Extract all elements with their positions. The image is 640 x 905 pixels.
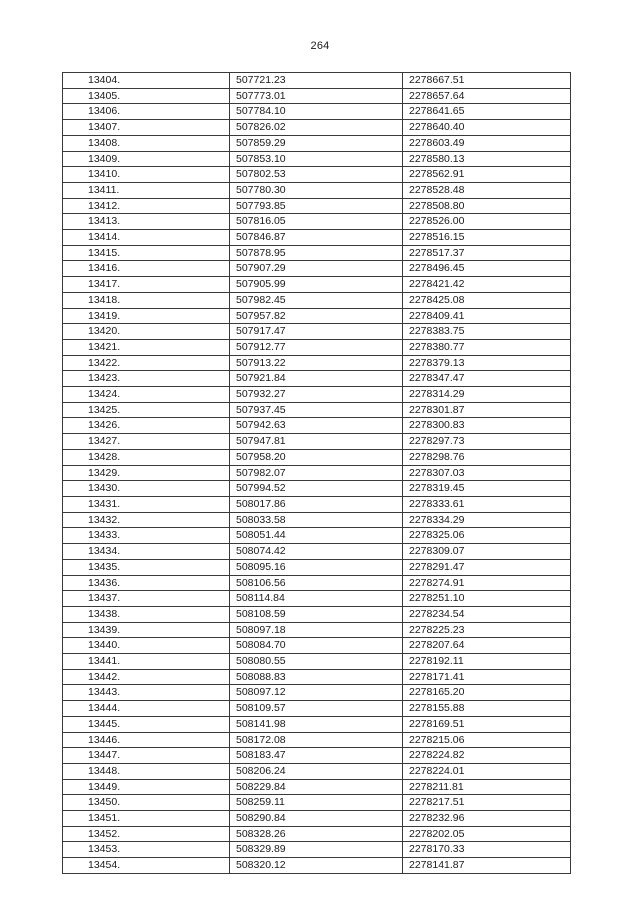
point-number-cell: 13418. — [63, 292, 230, 308]
y-coordinate-cell: 2278526.00 — [403, 214, 571, 230]
x-coordinate-cell: 507982.07 — [230, 465, 403, 481]
table-row — [63, 575, 571, 591]
x-coordinate-cell: 508206.24 — [230, 763, 403, 779]
table-row — [63, 135, 571, 151]
y-coordinate-cell: 2278640.40 — [403, 120, 571, 136]
table-row — [63, 669, 571, 685]
x-coordinate-cell: 507853.10 — [230, 151, 403, 167]
point-number-cell: 13434. — [63, 544, 230, 560]
point-number-cell: 13421. — [63, 339, 230, 355]
point-number-cell: 13452. — [63, 826, 230, 842]
x-coordinate-cell: 507816.05 — [230, 214, 403, 230]
y-coordinate-cell: 2278141.87 — [403, 858, 571, 874]
table-row — [63, 512, 571, 528]
point-number-cell: 13415. — [63, 245, 230, 261]
y-coordinate-cell: 2278169.51 — [403, 716, 571, 732]
table-row — [63, 308, 571, 324]
point-number-cell: 13439. — [63, 622, 230, 638]
x-coordinate-cell: 507721.23 — [230, 73, 403, 89]
x-coordinate-cell: 507957.82 — [230, 308, 403, 324]
y-coordinate-cell: 2278224.82 — [403, 748, 571, 764]
y-coordinate-cell: 2278202.05 — [403, 826, 571, 842]
y-coordinate-cell: 2278562.91 — [403, 167, 571, 183]
table-row — [63, 544, 571, 560]
x-coordinate-cell: 508109.57 — [230, 701, 403, 717]
table-row — [63, 167, 571, 183]
x-coordinate-cell: 507937.45 — [230, 402, 403, 418]
x-coordinate-cell: 507913.22 — [230, 355, 403, 371]
x-coordinate-cell: 508141.98 — [230, 716, 403, 732]
y-coordinate-cell: 2278383.75 — [403, 324, 571, 340]
y-coordinate-cell: 2278301.87 — [403, 402, 571, 418]
point-number-cell: 13437. — [63, 591, 230, 607]
y-coordinate-cell: 2278603.49 — [403, 135, 571, 151]
x-coordinate-cell: 507802.53 — [230, 167, 403, 183]
point-number-cell: 13406. — [63, 104, 230, 120]
table-row — [63, 245, 571, 261]
y-coordinate-cell: 2278309.07 — [403, 544, 571, 560]
table-row — [63, 559, 571, 575]
x-coordinate-cell: 508320.12 — [230, 858, 403, 874]
y-coordinate-cell: 2278291.47 — [403, 559, 571, 575]
y-coordinate-cell: 2278207.64 — [403, 638, 571, 654]
table-row — [63, 685, 571, 701]
point-number-cell: 13442. — [63, 669, 230, 685]
y-coordinate-cell: 2278274.91 — [403, 575, 571, 591]
point-number-cell: 13417. — [63, 277, 230, 293]
table-row — [63, 795, 571, 811]
x-coordinate-cell: 508108.59 — [230, 606, 403, 622]
page-number: 264 — [310, 40, 330, 52]
table-row — [63, 528, 571, 544]
table-row — [63, 763, 571, 779]
point-number-cell: 13429. — [63, 465, 230, 481]
y-coordinate-cell: 2278319.45 — [403, 481, 571, 497]
point-number-cell: 13424. — [63, 387, 230, 403]
table-row — [63, 622, 571, 638]
y-coordinate-cell: 2278425.08 — [403, 292, 571, 308]
x-coordinate-cell: 508033.58 — [230, 512, 403, 528]
point-number-cell: 13440. — [63, 638, 230, 654]
x-coordinate-cell: 508290.84 — [230, 811, 403, 827]
x-coordinate-cell: 507878.95 — [230, 245, 403, 261]
x-coordinate-cell: 508259.11 — [230, 795, 403, 811]
point-number-cell: 13447. — [63, 748, 230, 764]
table-row — [63, 151, 571, 167]
x-coordinate-cell: 507846.87 — [230, 230, 403, 246]
x-coordinate-cell: 508097.12 — [230, 685, 403, 701]
y-coordinate-cell: 2278325.06 — [403, 528, 571, 544]
y-coordinate-cell: 2278314.29 — [403, 387, 571, 403]
x-coordinate-cell: 508095.16 — [230, 559, 403, 575]
table-row — [63, 73, 571, 89]
x-coordinate-cell: 507958.20 — [230, 449, 403, 465]
table-row — [63, 434, 571, 450]
table-row — [63, 779, 571, 795]
y-coordinate-cell: 2278580.13 — [403, 151, 571, 167]
point-number-cell: 13438. — [63, 606, 230, 622]
x-coordinate-cell: 508097.18 — [230, 622, 403, 638]
table-row — [63, 591, 571, 607]
table-row — [63, 732, 571, 748]
x-coordinate-cell: 507780.30 — [230, 182, 403, 198]
point-number-cell: 13405. — [63, 88, 230, 104]
point-number-cell: 13416. — [63, 261, 230, 277]
point-number-cell: 13428. — [63, 449, 230, 465]
point-number-cell: 13444. — [63, 701, 230, 717]
table-row — [63, 355, 571, 371]
point-number-cell: 13451. — [63, 811, 230, 827]
table-row — [63, 387, 571, 403]
point-number-cell: 13441. — [63, 654, 230, 670]
y-coordinate-cell: 2278225.23 — [403, 622, 571, 638]
point-number-cell: 13404. — [63, 73, 230, 89]
table-row — [63, 481, 571, 497]
x-coordinate-cell: 507982.45 — [230, 292, 403, 308]
point-number-cell: 13432. — [63, 512, 230, 528]
y-coordinate-cell: 2278215.06 — [403, 732, 571, 748]
x-coordinate-cell: 507942.63 — [230, 418, 403, 434]
x-coordinate-cell: 508114.84 — [230, 591, 403, 607]
y-coordinate-cell: 2278347.47 — [403, 371, 571, 387]
point-number-cell: 13426. — [63, 418, 230, 434]
point-number-cell: 13413. — [63, 214, 230, 230]
point-number-cell: 13453. — [63, 842, 230, 858]
x-coordinate-cell: 507921.84 — [230, 371, 403, 387]
y-coordinate-cell: 2278421.42 — [403, 277, 571, 293]
y-coordinate-cell: 2278307.03 — [403, 465, 571, 481]
point-number-cell: 13450. — [63, 795, 230, 811]
y-coordinate-cell: 2278333.61 — [403, 496, 571, 512]
x-coordinate-cell: 508172.08 — [230, 732, 403, 748]
x-coordinate-cell: 508328.26 — [230, 826, 403, 842]
point-number-cell: 13436. — [63, 575, 230, 591]
x-coordinate-cell: 507932.27 — [230, 387, 403, 403]
y-coordinate-cell: 2278516.15 — [403, 230, 571, 246]
y-coordinate-cell: 2278155.88 — [403, 701, 571, 717]
table-row — [63, 826, 571, 842]
point-number-cell: 13422. — [63, 355, 230, 371]
table-row — [63, 230, 571, 246]
table-row — [63, 198, 571, 214]
coordinate-table — [62, 72, 571, 874]
x-coordinate-cell: 507947.81 — [230, 434, 403, 450]
x-coordinate-cell: 508074.42 — [230, 544, 403, 560]
x-coordinate-cell: 508017.86 — [230, 496, 403, 512]
table-row — [63, 339, 571, 355]
x-coordinate-cell: 507859.29 — [230, 135, 403, 151]
y-coordinate-cell: 2278217.51 — [403, 795, 571, 811]
x-coordinate-cell: 508084.70 — [230, 638, 403, 654]
point-number-cell: 13454. — [63, 858, 230, 874]
table-row — [63, 811, 571, 827]
y-coordinate-cell: 2278224.01 — [403, 763, 571, 779]
table-row — [63, 324, 571, 340]
table-row — [63, 496, 571, 512]
y-coordinate-cell: 2278251.10 — [403, 591, 571, 607]
point-number-cell: 13443. — [63, 685, 230, 701]
x-coordinate-cell: 507994.52 — [230, 481, 403, 497]
point-number-cell: 13445. — [63, 716, 230, 732]
y-coordinate-cell: 2278496.45 — [403, 261, 571, 277]
x-coordinate-cell: 508106.56 — [230, 575, 403, 591]
x-coordinate-cell: 507793.85 — [230, 198, 403, 214]
x-coordinate-cell: 508080.55 — [230, 654, 403, 670]
point-number-cell: 13410. — [63, 167, 230, 183]
y-coordinate-cell: 2278171.41 — [403, 669, 571, 685]
point-number-cell: 13446. — [63, 732, 230, 748]
point-number-cell: 13407. — [63, 120, 230, 136]
x-coordinate-cell: 507905.99 — [230, 277, 403, 293]
x-coordinate-cell: 508088.83 — [230, 669, 403, 685]
x-coordinate-cell: 507917.47 — [230, 324, 403, 340]
table-row — [63, 277, 571, 293]
y-coordinate-cell: 2278170.33 — [403, 842, 571, 858]
table-row — [63, 182, 571, 198]
y-coordinate-cell: 2278380.77 — [403, 339, 571, 355]
table-row — [63, 418, 571, 434]
table-row — [63, 88, 571, 104]
y-coordinate-cell: 2278232.96 — [403, 811, 571, 827]
x-coordinate-cell: 507826.02 — [230, 120, 403, 136]
x-coordinate-cell: 508051.44 — [230, 528, 403, 544]
y-coordinate-cell: 2278192.11 — [403, 654, 571, 670]
point-number-cell: 13414. — [63, 230, 230, 246]
table-row — [63, 371, 571, 387]
table-row — [63, 261, 571, 277]
x-coordinate-cell: 508329.89 — [230, 842, 403, 858]
y-coordinate-cell: 2278334.29 — [403, 512, 571, 528]
point-number-cell: 13425. — [63, 402, 230, 418]
y-coordinate-cell: 2278667.51 — [403, 73, 571, 89]
point-number-cell: 13412. — [63, 198, 230, 214]
y-coordinate-cell: 2278528.48 — [403, 182, 571, 198]
y-coordinate-cell: 2278517.37 — [403, 245, 571, 261]
point-number-cell: 13431. — [63, 496, 230, 512]
x-coordinate-cell: 508229.84 — [230, 779, 403, 795]
y-coordinate-cell: 2278409.41 — [403, 308, 571, 324]
y-coordinate-cell: 2278300.83 — [403, 418, 571, 434]
y-coordinate-cell: 2278641.65 — [403, 104, 571, 120]
x-coordinate-cell: 507784.10 — [230, 104, 403, 120]
table-row — [63, 402, 571, 418]
point-number-cell: 13423. — [63, 371, 230, 387]
table-row — [63, 858, 571, 874]
y-coordinate-cell: 2278657.64 — [403, 88, 571, 104]
point-number-cell: 13408. — [63, 135, 230, 151]
table-row — [63, 104, 571, 120]
y-coordinate-cell: 2278211.81 — [403, 779, 571, 795]
point-number-cell: 13427. — [63, 434, 230, 450]
point-number-cell: 13433. — [63, 528, 230, 544]
y-coordinate-cell: 2278165.20 — [403, 685, 571, 701]
point-number-cell: 13449. — [63, 779, 230, 795]
table-row — [63, 120, 571, 136]
point-number-cell: 13420. — [63, 324, 230, 340]
y-coordinate-cell: 2278508.80 — [403, 198, 571, 214]
table-row — [63, 638, 571, 654]
coordinate-table-body — [63, 73, 571, 874]
table-row — [63, 292, 571, 308]
point-number-cell: 13435. — [63, 559, 230, 575]
table-row — [63, 214, 571, 230]
x-coordinate-cell: 507912.77 — [230, 339, 403, 355]
y-coordinate-cell: 2278297.73 — [403, 434, 571, 450]
table-row — [63, 748, 571, 764]
x-coordinate-cell: 507773.01 — [230, 88, 403, 104]
point-number-cell: 13409. — [63, 151, 230, 167]
table-row — [63, 449, 571, 465]
y-coordinate-cell: 2278298.76 — [403, 449, 571, 465]
table-row — [63, 842, 571, 858]
x-coordinate-cell: 508183.47 — [230, 748, 403, 764]
point-number-cell: 13430. — [63, 481, 230, 497]
point-number-cell: 13411. — [63, 182, 230, 198]
x-coordinate-cell: 507907.29 — [230, 261, 403, 277]
point-number-cell: 13448. — [63, 763, 230, 779]
point-number-cell: 13419. — [63, 308, 230, 324]
table-row — [63, 654, 571, 670]
y-coordinate-cell: 2278234.54 — [403, 606, 571, 622]
y-coordinate-cell: 2278379.13 — [403, 355, 571, 371]
table-row — [63, 606, 571, 622]
table-row — [63, 701, 571, 717]
table-row — [63, 465, 571, 481]
table-row — [63, 716, 571, 732]
